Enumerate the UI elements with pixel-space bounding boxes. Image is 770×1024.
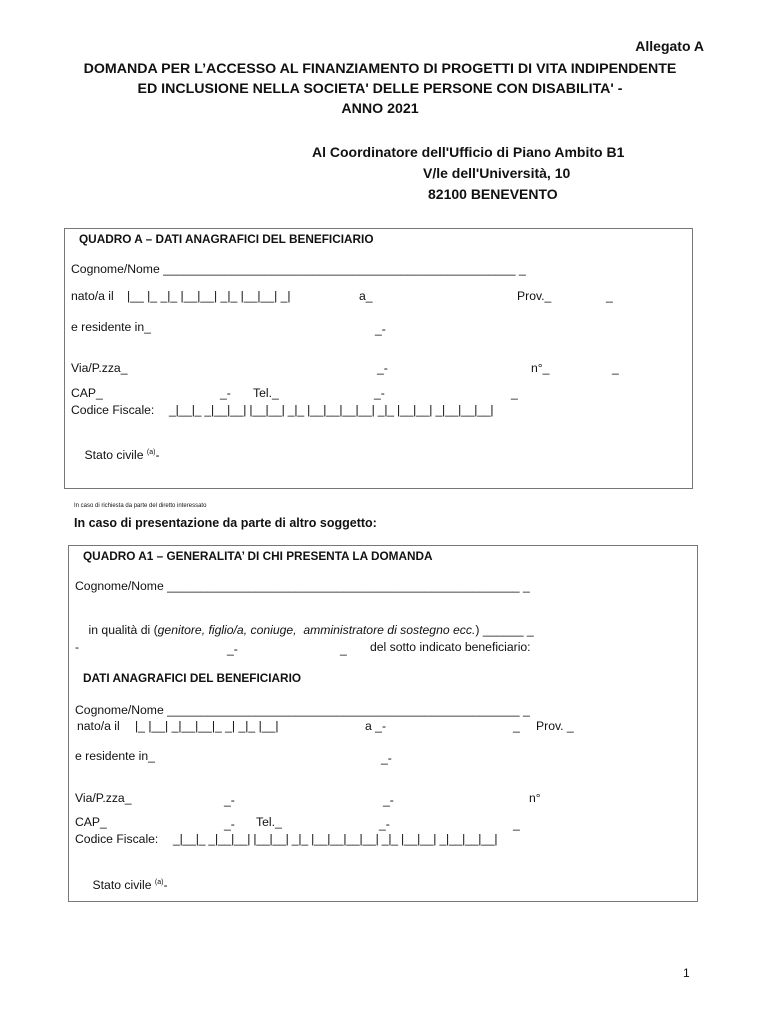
quadro-a1-sotto-indicato: del sotto indicato beneficiario:: [370, 640, 531, 654]
quadro-a-nato-label: nato/a il: [71, 289, 114, 303]
quadro-a-codice-label: Codice Fiscale:: [71, 403, 155, 417]
quadro-a1-box: [68, 545, 698, 902]
quadro-a-tel-blank: _-: [374, 386, 385, 400]
quadro-a1-residence-field[interactable]: e residente in_: [75, 749, 155, 763]
quadro-a1-tel-blank: _-: [379, 817, 390, 831]
quadro-a1-birthplace-field[interactable]: a _-: [365, 719, 387, 733]
document-title-line-2: ED INCLUSIONE NELLA SOCIETA' DELLE PERSONE CON DISABILITA' -: [137, 81, 623, 97]
quadro-a1-cap-field[interactable]: CAP_: [75, 815, 107, 829]
quadro-a1-stato-civile-field[interactable]: [79, 864, 168, 906]
quadro-a-street-blank: _-: [377, 361, 388, 375]
quadro-a1-street-blank-1: _-: [224, 793, 235, 807]
quadro-a-heading: QUADRO A – DATI ANAGRAFICI DEL BENEFICIARIO: [79, 232, 374, 246]
quadro-a-codice-fiscale-field[interactable]: _|__|_ _|__|__| |__|__| _|_ |__|__|__|__| _|_ |__|__| _|__|__|__|: [169, 403, 494, 417]
qualita-prefix: in qualità di (: [88, 623, 158, 637]
quadro-a-residence-field[interactable]: e residente in_: [71, 320, 151, 334]
quadro-a1-street-field[interactable]: Via/P.zza_: [75, 791, 132, 805]
quadro-a-prov-blank: _: [606, 289, 613, 303]
quadro-a-prov-field[interactable]: Prov._: [517, 289, 552, 303]
stato-civile-dash: -: [163, 878, 168, 892]
stato-civile-label: Stato civile: [84, 448, 144, 462]
quadro-a1-codice-fiscale-field[interactable]: _|__|_ _|__|__| |__|__| _|_ |__|__|__|__| _|_ |__|__| _|__|__|__|: [173, 832, 498, 846]
quadro-a1-cognome2-field[interactable]: Cognome/Nome ____________________________________________________ _: [75, 703, 530, 717]
quadro-a1-dash: -: [75, 640, 80, 654]
quadro-a1-blank-1: _-: [227, 642, 238, 656]
document-title-line-1: DOMANDA PER L’ACCESSO AL FINANZIAMENTO DI PROGETTI DI VITA INDIPENDENTE: [83, 61, 677, 77]
recipient-line-1: Al Coordinatore dell'Ufficio di Piano Ambito B1: [312, 144, 625, 160]
altro-soggetto-heading: In caso di presentazione da parte di altro soggetto:: [74, 516, 377, 530]
page-number: 1: [683, 966, 690, 980]
quadro-a-cognome-field[interactable]: Cognome/Nome ____________________________________________________ _: [71, 262, 526, 276]
allegato-label: Allegato A: [635, 38, 704, 54]
quadro-a-number-blank: _: [612, 361, 619, 375]
quadro-a1-tel-field[interactable]: Tel._: [256, 815, 282, 829]
quadro-a-residence-blank: _-: [375, 322, 386, 336]
qualita-examples: genitore, figlio/a, coniuge, amministratore di sostegno ecc.: [157, 623, 476, 637]
quadro-a1-residence-blank: _-: [381, 751, 392, 765]
footnote-marker: (a): [154, 878, 164, 886]
quadro-a-street-field[interactable]: Via/P.zza_: [71, 361, 128, 375]
quadro-a1-tel-blank-2: _: [513, 817, 520, 831]
quadro-a-birthplace-field[interactable]: a_: [359, 289, 373, 303]
quadro-a-birth-date-field[interactable]: |__ |_ _|_ |__|__| _|_ |__|__| _|: [127, 289, 291, 303]
qualita-suffix: ) ______ _: [475, 623, 534, 637]
stato-civile-dash: -: [155, 448, 160, 462]
quadro-a1-prov-field[interactable]: Prov. _: [536, 719, 574, 733]
recipient-line-2: V/le dell'Università, 10: [423, 165, 571, 181]
quadro-a-stato-civile-field[interactable]: [71, 434, 160, 476]
quadro-a1-prov-blank: _: [513, 719, 520, 733]
quadro-a1-street-blank-2: _-: [383, 793, 394, 807]
quadro-a1-birth-date-field[interactable]: |_ |__| _|__|__|_ _| _|_ |__|: [135, 719, 279, 733]
direct-request-note: In caso di richiesta da parte del diretto interessato: [74, 503, 207, 509]
quadro-a1-blank-2: _: [340, 642, 347, 656]
quadro-a1-heading: QUADRO A1 – GENERALITA’ DI CHI PRESENTA LA DOMANDA: [83, 549, 433, 563]
quadro-a1-cap-blank: _-: [224, 817, 235, 831]
quadro-a-tel-blank-2: _: [511, 386, 518, 400]
quadro-a-cap-field[interactable]: CAP_: [71, 386, 103, 400]
quadro-a-cap-blank: _-: [220, 386, 231, 400]
quadro-a1-codice-label: Codice Fiscale:: [75, 832, 159, 846]
quadro-a1-nato-label: nato/a il: [77, 719, 120, 733]
quadro-a1-cognome-field[interactable]: Cognome/Nome ____________________________________________________ _: [75, 579, 530, 593]
recipient-line-3: 82100 BENEVENTO: [428, 186, 558, 202]
quadro-a-number-field[interactable]: n°_: [531, 361, 550, 375]
quadro-a1-number-field[interactable]: n°: [529, 791, 541, 805]
quadro-a-tel-field[interactable]: Tel._: [253, 386, 279, 400]
quadro-a-box: [64, 228, 693, 489]
footnote-marker: (a): [146, 448, 156, 456]
quadro-a1-dati-heading: DATI ANAGRAFICI DEL BENEFICIARIO: [83, 671, 302, 685]
document-title-line-3: ANNO 2021: [341, 101, 419, 117]
stato-civile-label: Stato civile: [92, 878, 152, 892]
